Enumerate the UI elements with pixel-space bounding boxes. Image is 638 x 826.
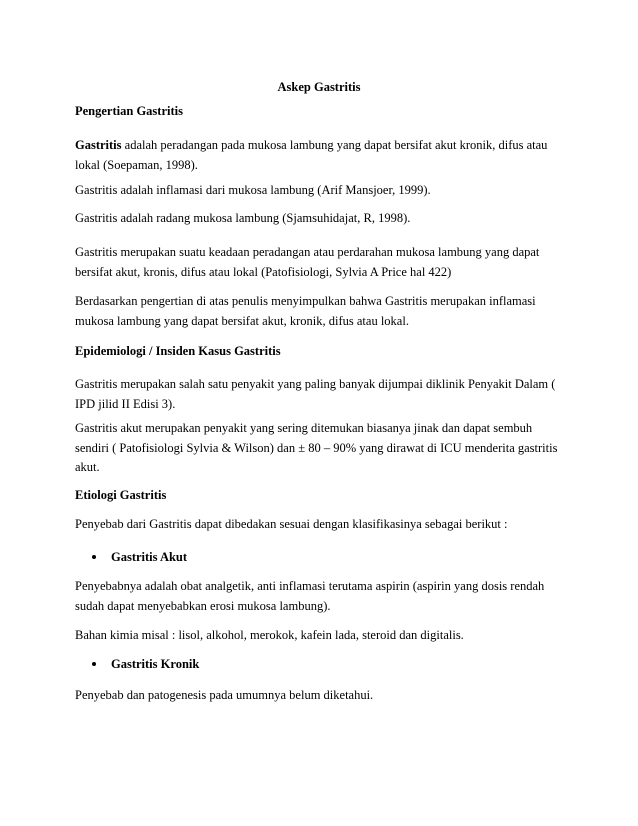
- heading-pengertian: Pengertian Gastritis: [75, 104, 183, 118]
- paragraph-epidemiologi-2: Gastritis akut merupakan penyakit yang sering ditemukan biasanya jinak dan dapat sembuh sendiri ( Patofisiologi Sylvia & Wilson) dan ± 80 – 90% yang dirawat di ICU menderita gastritis akut.: [75, 421, 558, 474]
- paragraph-pengertian-4: Gastritis merupakan suatu keadaan peradangan atau perdarahan mukosa lambung yang dapat bersifat akut, kronis, difus atau lokal (Patofisiologi, Sylvia A Price hal 422): [75, 245, 540, 279]
- document-title: Askep Gastritis: [277, 80, 361, 94]
- heading-etiologi: Etiologi Gastritis: [75, 488, 167, 502]
- list-item-gastritis-kronik: [92, 656, 199, 672]
- heading-epidemiologi: Epidemiologi / Insiden Kasus Gastritis: [75, 344, 281, 358]
- paragraph-akut-2: Bahan kimia misal : lisol, alkohol, merokok, kafein lada, steroid dan digitalis.: [75, 628, 464, 642]
- paragraph-epidemiologi-1: Gastritis merupakan salah satu penyakit yang paling banyak dijumpai diklinik Penyakit Dalam ( IPD jilid II Edisi 3).: [75, 377, 556, 411]
- paragraph-etiologi-intro: Penyebab dari Gastritis dapat dibedakan sesuai dengan klasifikasinya sebagai berikut :: [75, 517, 508, 531]
- list-item-label: Gastritis Kronik: [111, 657, 200, 671]
- list-item-gastritis-akut: [92, 549, 187, 565]
- paragraph-akut-1: Penyebabnya adalah obat analgetik, anti inflamasi terutama aspirin (aspirin yang dosis rendah sudah dapat menyebabkan erosi mukosa lambung).: [75, 579, 545, 613]
- term-gastritis: Gastritis: [75, 138, 122, 152]
- bullet-icon: [92, 555, 96, 559]
- paragraph-kronik-1: Penyebab dan patogenesis pada umumnya belum diketahui.: [75, 688, 374, 702]
- paragraph-pengertian-1-text: adalah peradangan pada mukosa lambung yang dapat bersifat akut kronik, difus atau lokal (Soepaman, 1998).: [75, 138, 548, 172]
- paragraph-pengertian-3: Gastritis adalah radang mukosa lambung (Sjamsuhidajat, R, 1998).: [75, 211, 411, 225]
- paragraph-pengertian-5: Berdasarkan pengertian di atas penulis menyimpulkan bahwa Gastritis merupakan inflamasi mukosa lambung yang dapat bersifat akut, kronik, difus atau lokal.: [75, 294, 536, 328]
- paragraph-pengertian-2: Gastritis adalah inflamasi dari mukosa lambung (Arif Mansjoer, 1999).: [75, 183, 431, 197]
- bullet-icon: [92, 662, 96, 666]
- list-item-label: Gastritis Akut: [111, 550, 188, 564]
- paragraph-pengertian-1: [75, 136, 567, 175]
